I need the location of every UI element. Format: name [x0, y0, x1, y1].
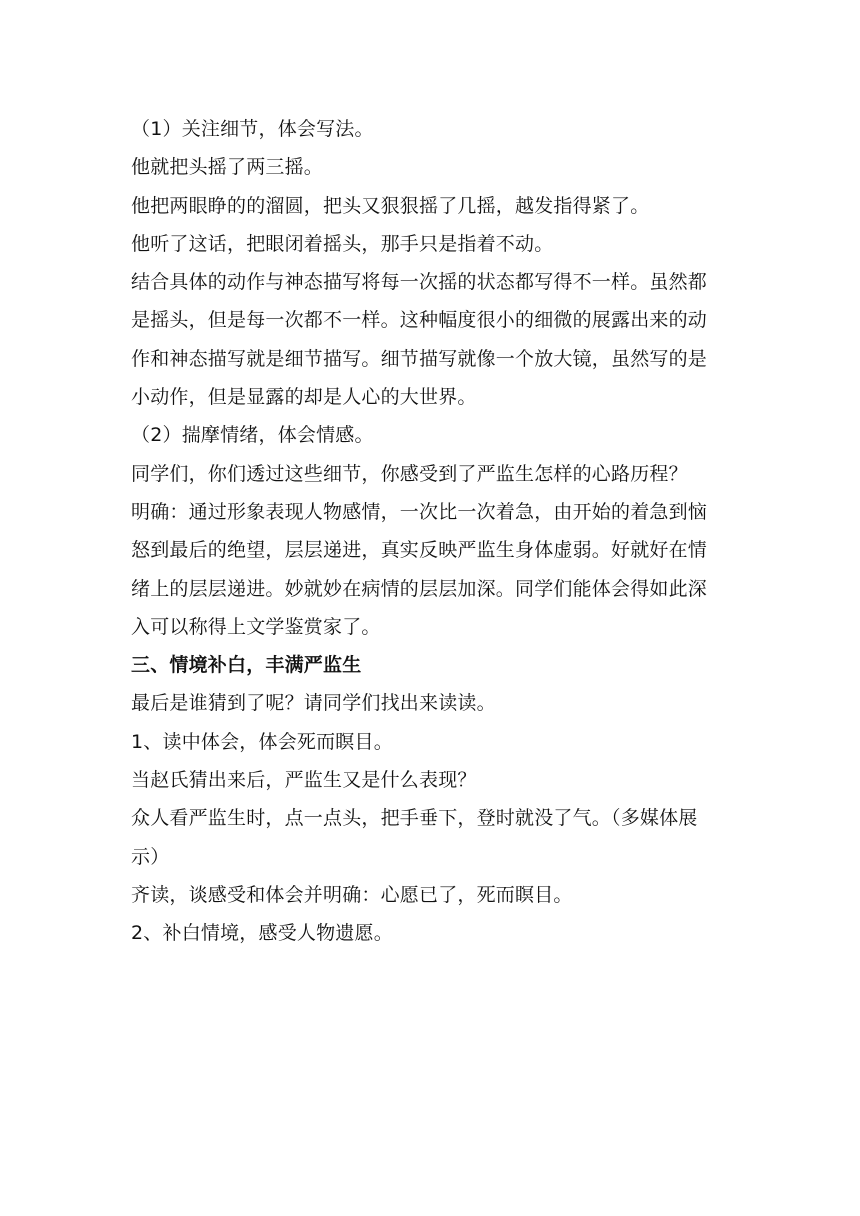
paragraph-quote-3 [131, 225, 733, 263]
text-line: 怒到最后的绝望，层层递进，真实反映严监生身体虚弱。好就好在情 [131, 539, 708, 562]
text-line: （1）关注细节，体会写法。 [131, 118, 374, 140]
text-line: 当赵氏猜出来后，严监生又是什么表现？ [131, 769, 477, 792]
text-line: 他把两眼睁的的溜圆，把头又狠狠摇了几摇，越发指得紧了。 [131, 194, 650, 217]
paragraph-quote-2 [131, 187, 733, 225]
paragraph-who-guessed [131, 684, 733, 722]
paragraph-clarification [131, 493, 733, 646]
paragraph-step-2 [131, 914, 733, 952]
paragraph-question [131, 455, 733, 493]
paragraph-quote-1 [131, 148, 733, 186]
text-line: 他就把头摇了两三摇。 [131, 156, 324, 179]
subheading-emotions [131, 416, 733, 454]
text-line: 众人看严监生时，点一点头，把手垂下，登时就没了气。（多媒体展 [131, 807, 698, 830]
text-line: （2）揣摩情绪，体会情感。 [131, 424, 374, 447]
text-line: 同学们，你们透过这些细节，你感受到了严监生怎样的心路历程？ [131, 462, 688, 485]
document-body [131, 110, 733, 953]
text-line: 入可以称得上文学鉴赏家了。 [131, 615, 381, 638]
section-heading-three [131, 646, 733, 684]
text-line: 结合具体的动作与神态描写将每一次摇的状态都写得不一样。虽然都 [131, 271, 708, 294]
subheading-focus-details [131, 110, 733, 148]
text-line: 是摇头，但是每一次都不一样。这种幅度很小的细微的展露出来的动 [131, 309, 708, 332]
text-line: 1、读中体会，体会死而瞑目。 [131, 730, 393, 753]
paragraph-quote-death [131, 799, 733, 876]
text-line: 2、补白情境，感受人物遗愿。 [131, 922, 393, 945]
text-line: 齐读，谈感受和体会并明确：心愿已了，死而瞑目。 [131, 883, 573, 906]
text-line: 他听了这话，把眼闭着摇头，那手只是指着不动。 [131, 232, 554, 255]
text-line: 作和神态描写就是细节描写。细节描写就像一个放大镜，虽然写的是 [131, 347, 708, 370]
paragraph-zhao-question [131, 761, 733, 799]
text-line: 示） [131, 845, 170, 868]
text-line: 绪上的层层递进。妙就妙在病情的层层加深。同学们能体会得如此深 [131, 577, 708, 600]
text-line: 三、情境补白，丰满严监生 [131, 654, 362, 677]
text-line: 小动作，但是显露的却是人心的大世界。 [131, 386, 477, 409]
text-line: 明确：通过形象表现人物感情，一次比一次着急，由开始的着急到恼 [131, 500, 708, 523]
text-line: 最后是谁猜到了呢？请同学们找出来读读。 [131, 692, 496, 715]
paragraph-detail-analysis [131, 263, 733, 416]
paragraph-group-reading [131, 876, 733, 914]
paragraph-step-1 [131, 723, 733, 761]
